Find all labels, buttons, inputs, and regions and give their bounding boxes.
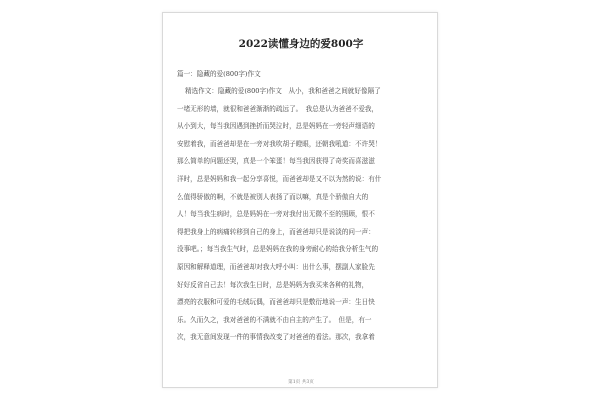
document-title: 2022读懂身边的爱800字 [238, 38, 364, 50]
essay-body [177, 83, 427, 347]
text-line: 原因和解释道理，而爸爸却对我大呼小叫：出什么事，摆副人家脸先 [177, 262, 375, 271]
text-line: 次，我无意间发现一件的事情我改变了对爸爸的看法。那次，我拿着 [177, 333, 375, 342]
text-line: 一堵无形的墙，就很和爸爸渐渐的疏远了。 我总是认为爸爸不爱我， [177, 104, 379, 113]
document-page [162, 12, 438, 388]
text-line: 人！每当我生病时，总是妈妈在一旁对我付出无微不至的照顾，恨不 [177, 210, 375, 219]
text-line: 安慰着我，而爸爸却是在一旁对我吹胡子瞪眼，还朝我吼道：不许哭！ [177, 139, 382, 148]
text-line: 好好反省自己去！每次我生日时，总是妈妈为我买来各种的礼物， [177, 280, 369, 289]
text-line: 从小到大，每当我因遇到挫折而哭泣时，总是妈妈在一旁轻声细语的 [177, 122, 375, 131]
text-line: 乐。久而久之，我对爸爸的不满就不由自主的产生了。 但是，有一 [177, 315, 372, 324]
text-line: 得把我身上的病痛转移到自己的身上，而爸爸却只是说淡的问一声： [177, 227, 375, 236]
text-line: 没事吧。；每当我生气时，总是妈妈在我的身旁耐心的给我分析生气的 [177, 245, 379, 254]
page-footer: 第1页 共3页 [288, 380, 314, 385]
text-line: 漂亮的衣服和可爱的毛绒玩偶，而爸爸却只是敷衍地说一声：生日快 [177, 298, 375, 307]
text-line: 么值得骄傲的啊，不就是被别人表扬了而以嘛，真是个骄傲自大的 [177, 192, 369, 201]
text-line: 精选作文：隐藏的爱(800字)作文 从小，我和爸爸之间就好像隔了 [185, 87, 381, 95]
text-line: 洋时，总是妈妈和我一起分享喜悦，而爸爸却是又不以为然的说：有什 [177, 174, 382, 183]
section-heading: 篇一：隐藏的爱(800字)作文 [177, 70, 261, 78]
text-line: 那么简单的问题还哭，真是一个笨蛋！每当我因获得了奇奖而喜滋滋 [177, 157, 375, 166]
